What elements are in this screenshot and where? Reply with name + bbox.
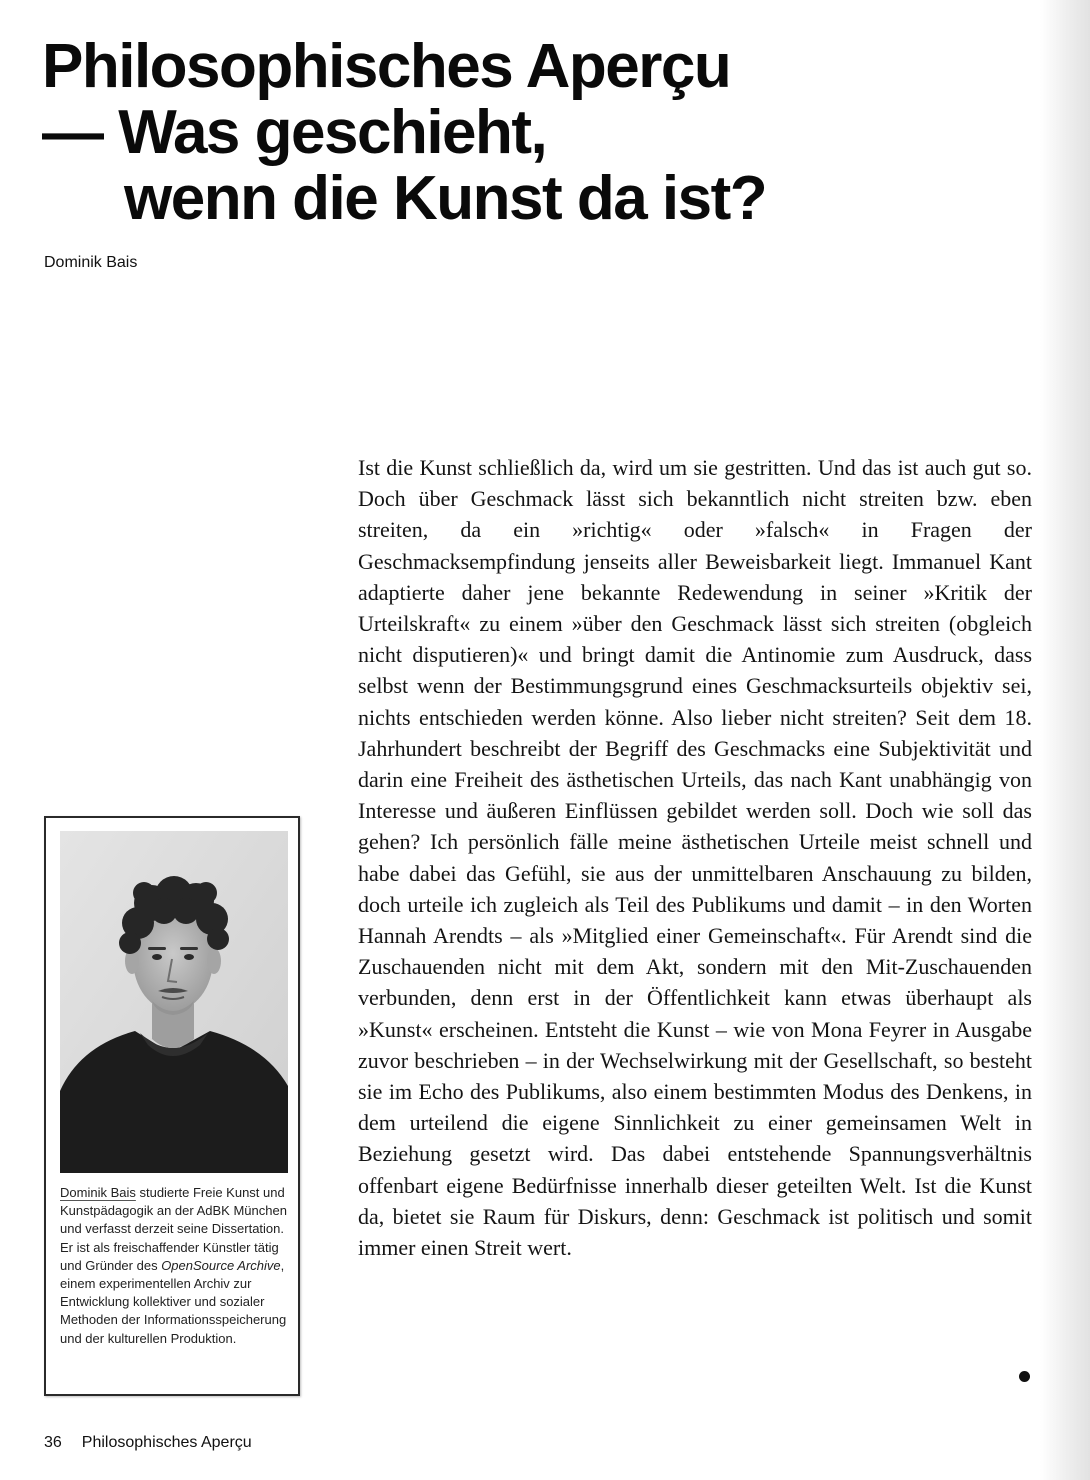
footer-section-title: Philosophisches Aperçu [81,1434,252,1451]
author-bio-box [44,816,300,1396]
article-author: Dominik Bais [44,254,138,271]
author-bio-text [60,1184,292,1348]
page-gutter-shadow [1040,0,1090,1480]
title-line-2: — Was geschieht, [42,98,547,167]
page-footer [44,1434,252,1452]
page-number: 36 [44,1434,62,1451]
article-title [42,34,766,232]
filled-circle-icon [1019,1371,1030,1382]
portrait-illustration [60,831,288,1173]
bio-archive-name: OpenSource Archive [161,1257,281,1273]
portrait-photo [60,831,288,1173]
title-line-1: Philosophisches Aperçu [42,32,731,101]
bio-text-part-1: studierte Freie Kunst und Kunstpädagogik an der AdBK München und verfasst derzeit seine Dissertation. Er ist als freischaffender Künstler tätig und Gründer des [60,1185,287,1273]
article-body: Ist die Kunst schließlich da, wird um sie gestritten. Und das ist auch gut so. Doch über Geschmack lässt sich bekanntlich nicht streiten bzw. eben streiten, da ein »richtig« oder »falsch« in Fragen der Geschmacksempfindung jenseits aller Beweisbarkeit liegt. Immanuel Kant adaptierte daher jene bekannte Redewendung in seiner »Kritik der Urteilskraft« zu einem »über den Geschmack lässt sich streiten (obgleich nicht disputieren)« und bringt damit die Antinomie zum Ausdruck, dass selbst wenn der Bestimmungsgrund eines Geschmacksurteils objektiv sei, nichts entschieden werden könne. Also lieber nicht streiten? Seit dem 18. Jahrhundert beschreibt der Begriff des Geschmacks eine Subjektivität und darin eine Freiheit des ästhetischen Urteils, das nach Kant unabhängig von Interesse und äußeren Einflüssen gebildet werden soll. Doch wie soll das gehen? Ich persönlich fälle meine ästhetischen Urteile meist schnell und habe dabei das Gefühl, sie aus der unmittelbaren Anschauung zu bilden, doch urteile ich zugleich als Teil des Publikums und damit – in den Worten Hannah Arendts – als »Mitglied einer Gemeinschaft«. Für Arendt sind die Zuschauenden nicht mit dem Akt, sondern mit den Mit-Zuschauenden verbunden, denn erst in der Öffentlichkeit kann etwas überhaupt als »Kunst« erscheinen. Entsteht die Kunst – wie von Mona Feyrer in Ausgabe zuvor beschrieben – in der Wechselwirkung mit der Gesellschaft, so besteht sie im Echo des Publikums, also einem bestimmten Modus des Denkens, in dem urteilend die eigene Sinnlichkeit zu einer gemeinsamen Welt in Beziehung gesetzt wird. Das dabei entstehende Spannungsverhältnis offenbart eigene Bedürfnisse innerhalb dieser geteilten Welt. Ist die Kunst da, bietet sie Raum für Diskurs, denn: Geschmack ist politisch und somit immer einen Streit wert. [358,455,1032,1261]
title-line-3: wenn die Kunst da ist? [124,164,767,233]
bio-text-part-2: , einem experimentellen Archiv zur Entwicklung kollektiver und sozialer Methoden der Informationsspeicherung und der kulturellen Produktion. [60,1257,287,1346]
bio-author-name: Dominik Bais [60,1185,136,1200]
